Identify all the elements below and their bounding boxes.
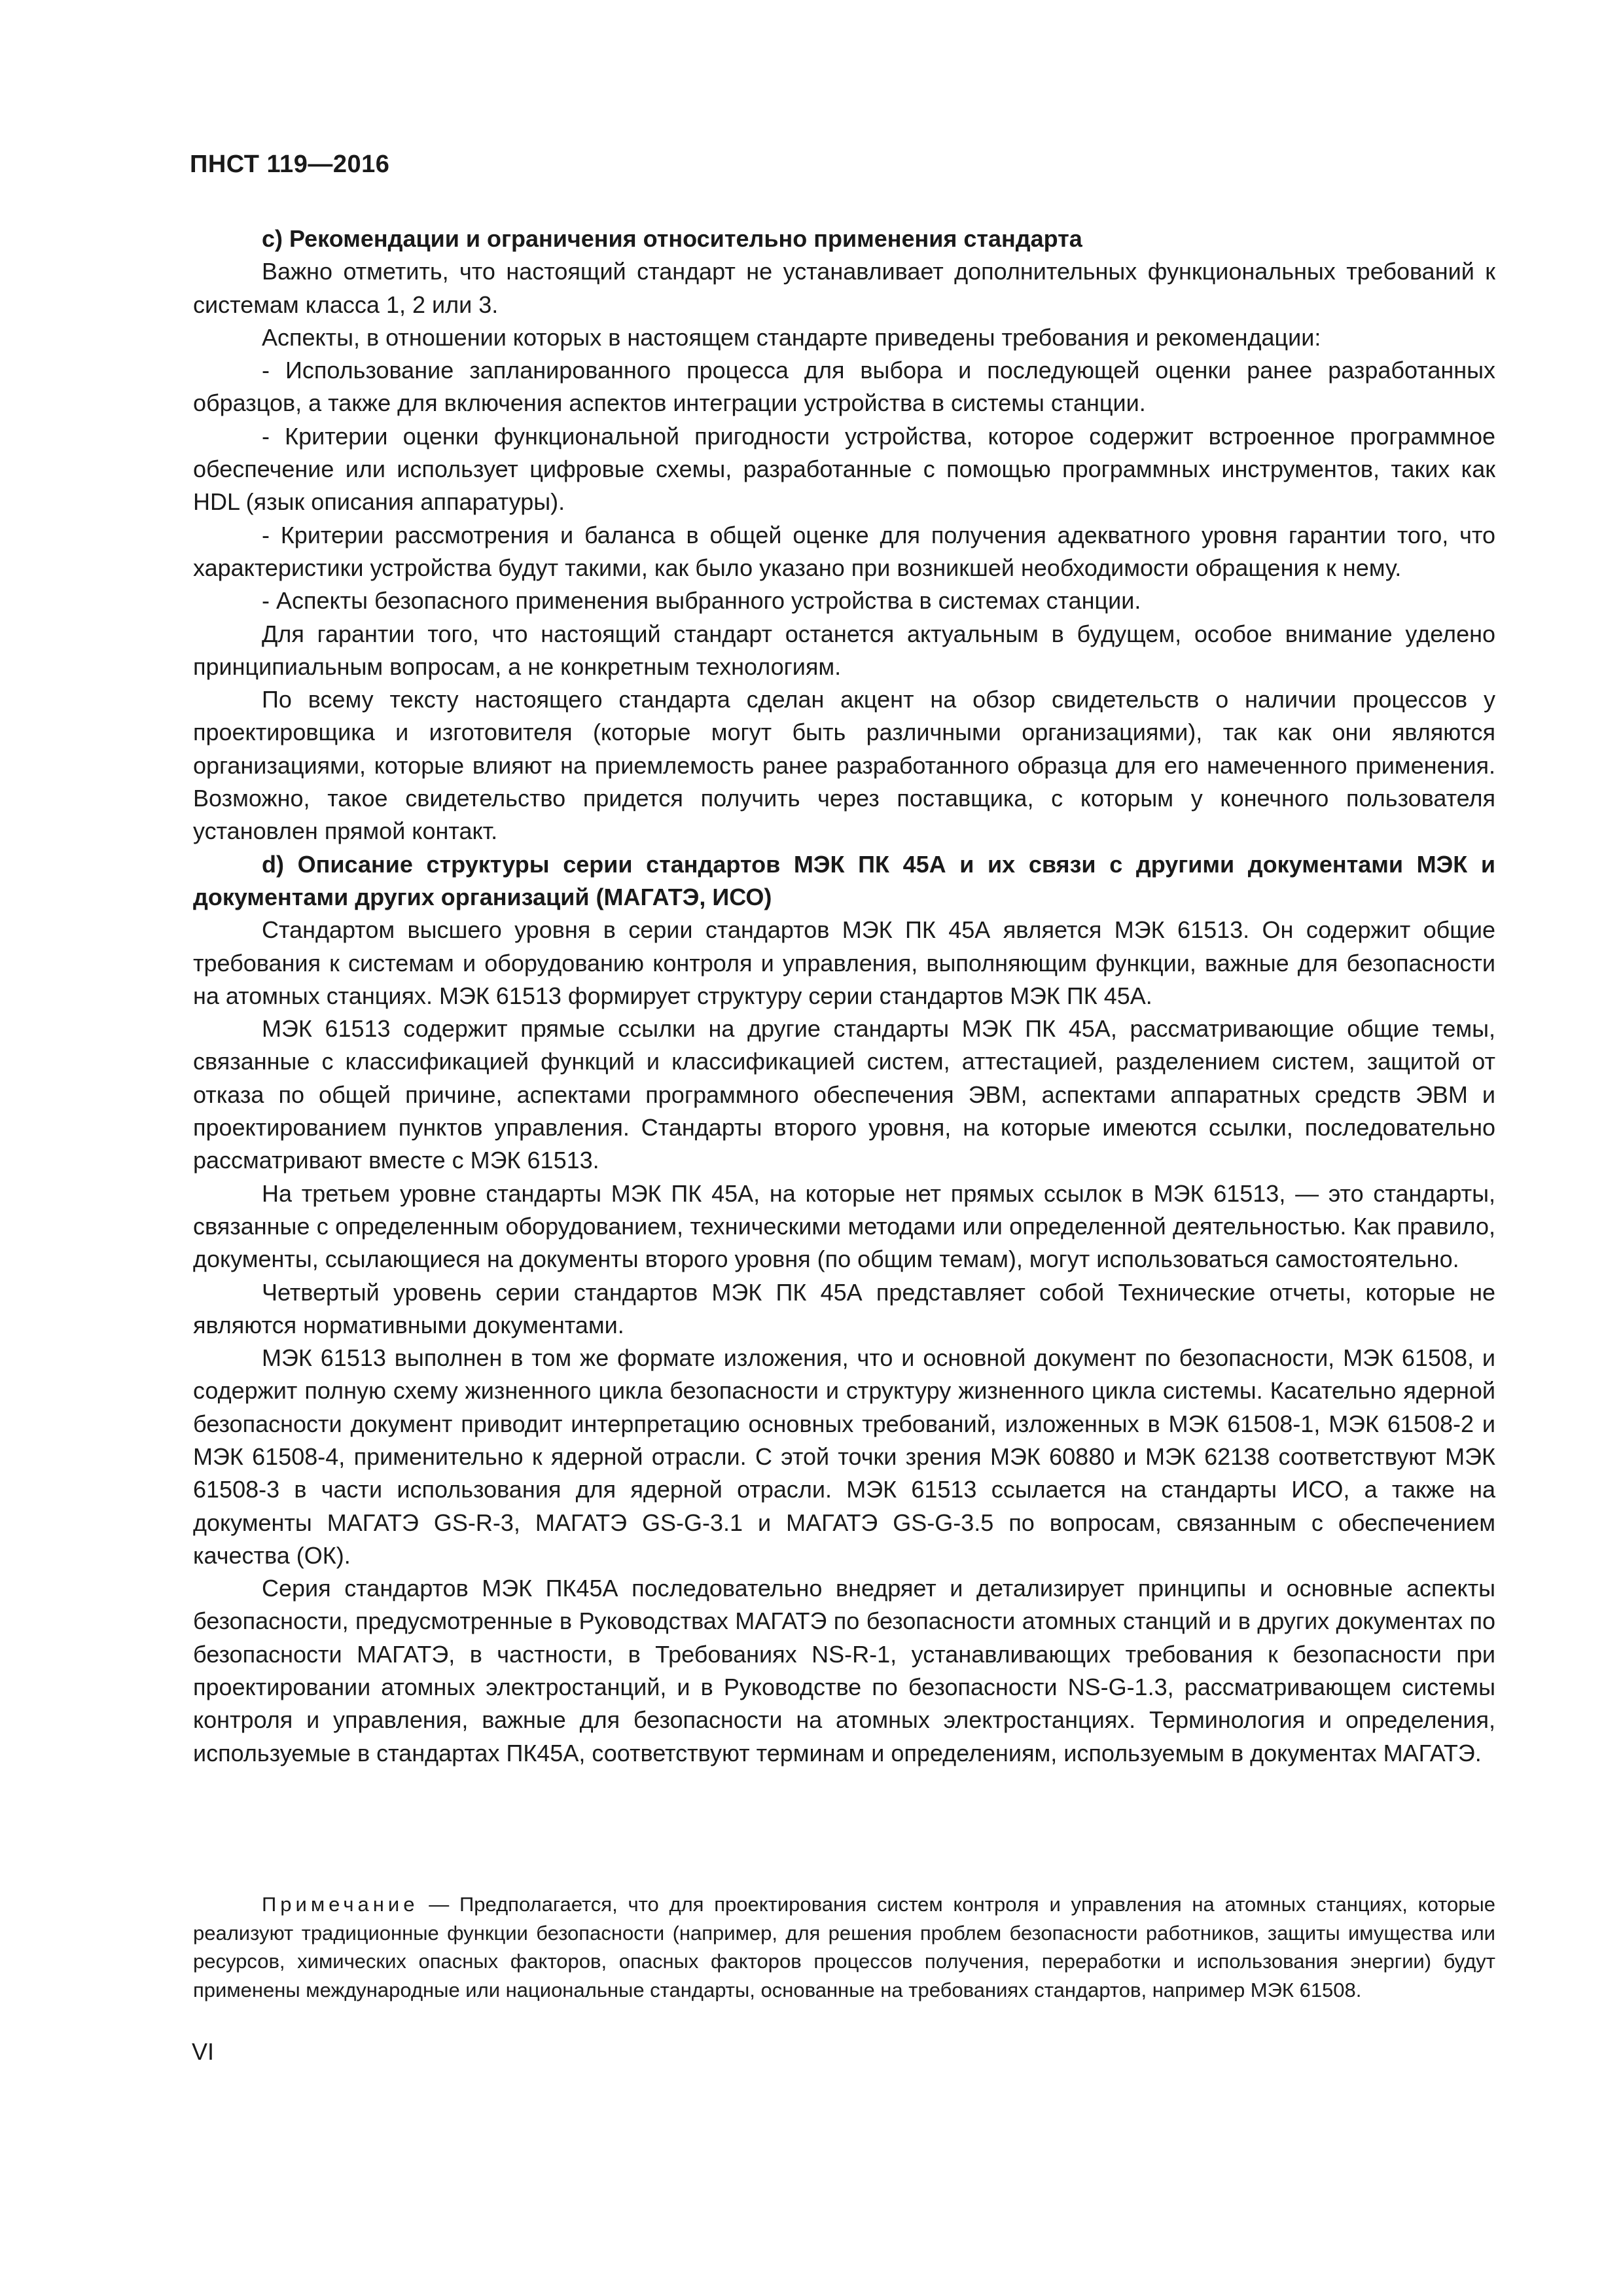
list-item: - Критерии рассмотрения и баланса в общей оценке для получения адекватного уровня гарантии того, что характеристики устройства будут такими, как было указано при возникшей необходимости обращения к нему. xyxy=(193,521,1495,581)
list-item: - Использование запланированного процесса для выбора и последующей оценки ранее разработанных образцов, а также для включения аспектов интеграции устройства в системы станции. xyxy=(193,357,1495,417)
paragraph: МЭК 61513 выполнен в том же формате изложения, что и основной документ по безопасности, МЭК 61508, и содержит полную схему жизненного цикла безопасности и структуру жизненного цикла системы. Касательно ядерной безопасности документ приводит интерпретацию основных требований, изложенных в МЭК 61508-1, МЭК 61508-2 и МЭК 61508-4, применительно к ядерной отрасли. С этой точки зрения МЭК 60880 и МЭК 62138 соответствуют МЭК 61508-3 в части использования для ядерной отрасли. МЭК 61513 ссылается на стандарты ИСО, а также на документы МАГАТЭ GS-R-3, МАГАТЭ GS-G-3.1 и МАГАТЭ GS-G-3.5 по вопросам, связанным с обеспечением качества (ОК). xyxy=(193,1344,1495,1569)
list-item: - Аспекты безопасного применения выбранного устройства в системах станции. xyxy=(262,587,1141,615)
note-label: Примечание xyxy=(262,1893,419,1916)
document-header: ПНСТ 119—2016 xyxy=(190,151,390,178)
paragraph: Для гарантии того, что настоящий стандарт останется актуальным в будущем, особое внимание уделено принципиальным вопросам, а не конкретным технологиям. xyxy=(193,620,1495,680)
paragraph: На третьем уровне стандарты МЭК ПК 45А, на которые нет прямых ссылок в МЭК 61513, — это стандарты, связанные с определенным оборудованием, техническими методами или определенной деятельностью. Как правило, документы, ссылающиеся на документы второго уровня (по общим темам), могут использоваться самостоятельно. xyxy=(193,1179,1495,1273)
paragraph: МЭК 61513 содержит прямые ссылки на другие стандарты МЭК ПК 45А, рассматривающие общие темы, связанные с классификацией функций и классификацией систем, аттестацией, разделением систем, защитой от отказа по общей причине, аспектами программного обеспечения ЭВМ, аспектами аппаратных средств ЭВМ и проектированием пунктов управления. Стандарты второго уровня, на которые имеются ссылки, последовательно рассматривают вместе с МЭК 61513. xyxy=(193,1015,1495,1174)
paragraph: Стандартом высшего уровня в серии стандартов МЭК ПК 45А является МЭК 61513. Он содержит общие требования к системам и оборудованию контроля и управления, выполняющим функции, важные для безопасности на атомных станциях. МЭК 61513 формирует структуру серии стандартов МЭК ПК 45А. xyxy=(193,916,1495,1009)
section-d-heading: d) Описание структуры серии стандартов МЭК ПК 45А и их связи с другими документами МЭК и документами других организаций (МАГАТЭ, ИСО) xyxy=(193,850,1495,910)
main-text xyxy=(193,223,1495,1770)
paragraph: Важно отметить, что настоящий стандарт не устанавливает дополнительных функциональных требований к системам класса 1, 2 или 3. xyxy=(193,258,1495,318)
section-c-heading: c) Рекомендации и ограничения относительно применения стандарта xyxy=(262,225,1082,252)
paragraph: По всему тексту настоящего стандарта сделан акцент на обзор свидетельств о наличии процессов у проектировщика и изготовителя (которые могут быть различными организациями), так как они являются организациями, которые влияют на приемлемость ранее разработанного образца для его намеченного применения. Возможно, такое свидетельство придется получить через поставщика, с которым у конечного пользователя установлен прямой контакт. xyxy=(193,686,1495,845)
list-item: - Критерии оценки функциональной пригодности устройства, которое содержит встроенное программное обеспечение или использует цифровые схемы, разработанные с помощью программных инструментов, таких как HDL (язык описания аппаратуры). xyxy=(193,422,1495,516)
paragraph: Серия стандартов МЭК ПК45А последовательно внедряет и детализирует принципы и основные аспекты безопасности, предусмотренные в Руководствах МАГАТЭ по безопасности атомных станций и в других документах по безопасности МАГАТЭ, в частности, в Требованиях NS-R-1, устанавливающих требования к безопасности при проектировании атомных электростанций, и в Руководстве по безопасности NS-G-1.3, рассматривающем системы контроля и управления, важные для безопасности на атомных электростанциях. Терминология и определения, используемые в стандартах ПК45А, соответствуют терминам и определениям, используемым в документах МАГАТЭ. xyxy=(193,1575,1495,1767)
page-number: VI xyxy=(192,2038,215,2065)
note-block xyxy=(193,1890,1495,2004)
paragraph: Аспекты, в отношении которых в настоящем стандарте приведены требования и рекомендации: xyxy=(262,323,1321,351)
note-text: — Предполагается, что для проектирования систем контроля и управления на атомных станциях, которые реализуют традиционные функции безопасности (например, для решения проблем безопасности работников, защиты имущества или ресурсов, химических опасных факторов, опасных факторов процессов получения, переработки и использования энергии) будут применены международные или национальные стандарты, основанные на требованиях стандартов, например МЭК 61508. xyxy=(193,1893,1495,2001)
paragraph: Четвертый уровень серии стандартов МЭК ПК 45А представляет собой Технические отчеты, которые не являются нормативными документами. xyxy=(193,1278,1495,1338)
note-paragraph xyxy=(193,1890,1495,2004)
